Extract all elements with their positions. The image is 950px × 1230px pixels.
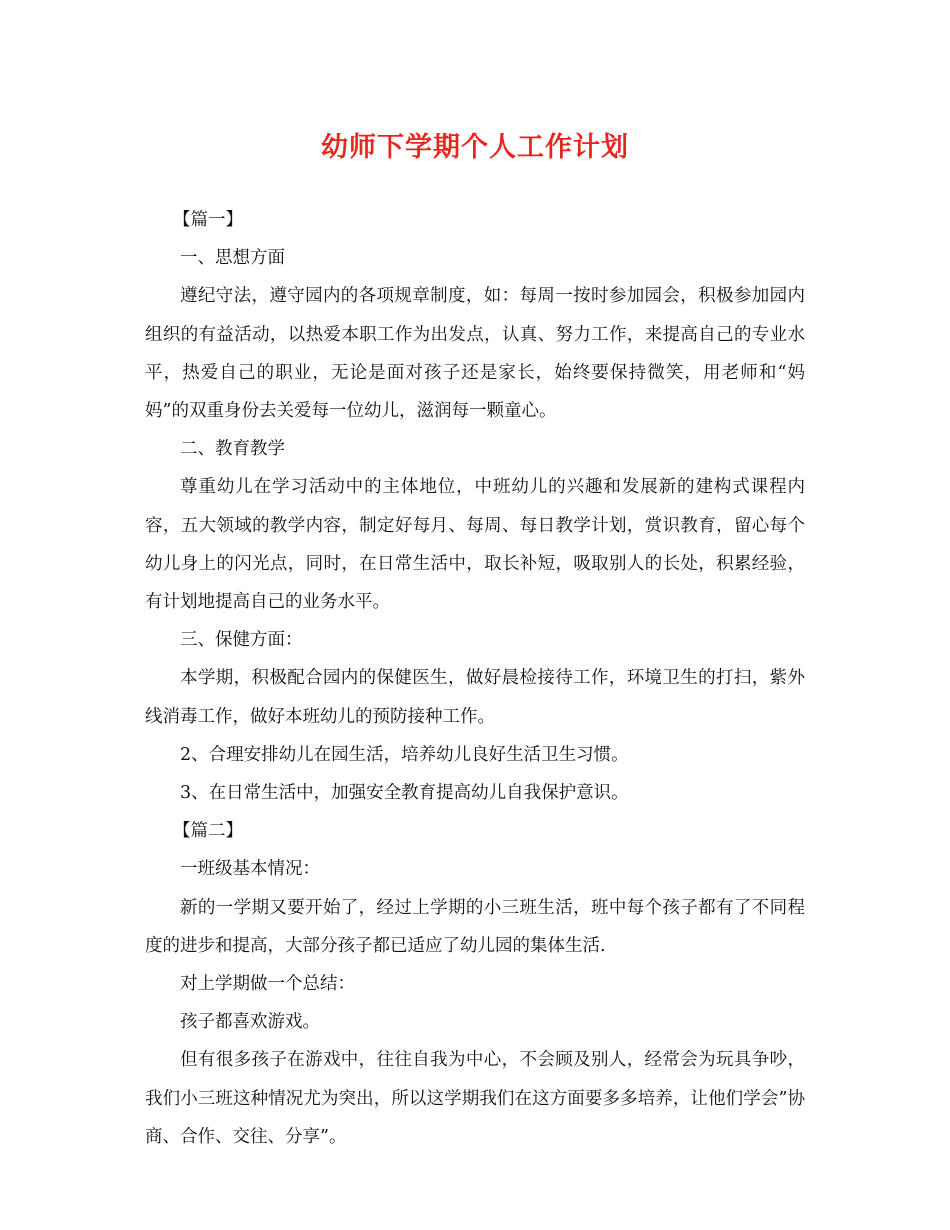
document-title: 幼师下学期个人工作计划	[321, 132, 629, 163]
paragraph-class-situation: 新的一学期又要开始了，经过上学期的小三班生活，班中每个孩子都有了不同程度的进步和提高，大部分孩子都已适应了幼儿园的集体生活.	[145, 897, 805, 956]
subheading-ideology: 一、思想方面	[180, 248, 285, 269]
section-heading-part-one: 【篇一】	[173, 210, 243, 230]
subheading-health-care: 三、保健方面：	[180, 630, 303, 651]
document-body	[145, 201, 805, 1156]
paragraph-summary-intro: 对上学期做一个总结：	[180, 974, 355, 995]
section-heading-part-two: 【篇二】	[173, 821, 243, 842]
paragraph-health-care: 本学期，积极配合园内的保健医生，做好晨检接待工作，环境卫生的打扫，紫外线消毒工作，做好本班幼儿的预防接种工作。	[145, 668, 805, 727]
list-item-3: 3、在日常生活中，加强安全教育提高幼儿自我保护意识。	[180, 783, 629, 804]
paragraph-education-teaching: 尊重幼儿在学习活动中的主体地位，中班幼儿的兴趣和发展新的建构式课程内容，五大领域的教学内容，制定好每月、每周、每日教学计划，赏识教育，留心每个幼儿身上的闪光点，同时，在日常生活中，取长补短，吸取别人的长处，积累经验，有计划地提高自己的业务水平。	[145, 477, 805, 613]
paragraph-ideology: 遵纪守法，遵守园内的各项规章制度，如：每周一按时参加园会，积极参加园内组织的有益活动，以热爱本职工作为出发点，认真、努力工作，来提高自己的专业水平，热爱自己的职业，无论是面对孩子还是家长，始终要保持微笑，用老师和“妈妈”的双重身份去关爱每一位幼儿，滋润每一颗童心。	[145, 286, 805, 422]
paragraph-game-behavior: 但有很多孩子在游戏中，往往自我为中心，不会顾及别人，经常会为玩具争吵，我们小三班这种情况尤为突出，所以这学期我们在这方面要多多培养，让他们学会”协商、合作、交往、分享”。	[145, 1050, 805, 1147]
subheading-class-situation: 一班级基本情况：	[180, 859, 320, 880]
list-item-2: 2、合理安排幼儿在园生活，培养幼儿良好生活卫生习惯。	[180, 744, 629, 765]
subheading-education-teaching: 二、教育教学	[180, 439, 285, 460]
paragraph-children-like-games: 孩子都喜欢游戏。	[180, 1012, 320, 1033]
